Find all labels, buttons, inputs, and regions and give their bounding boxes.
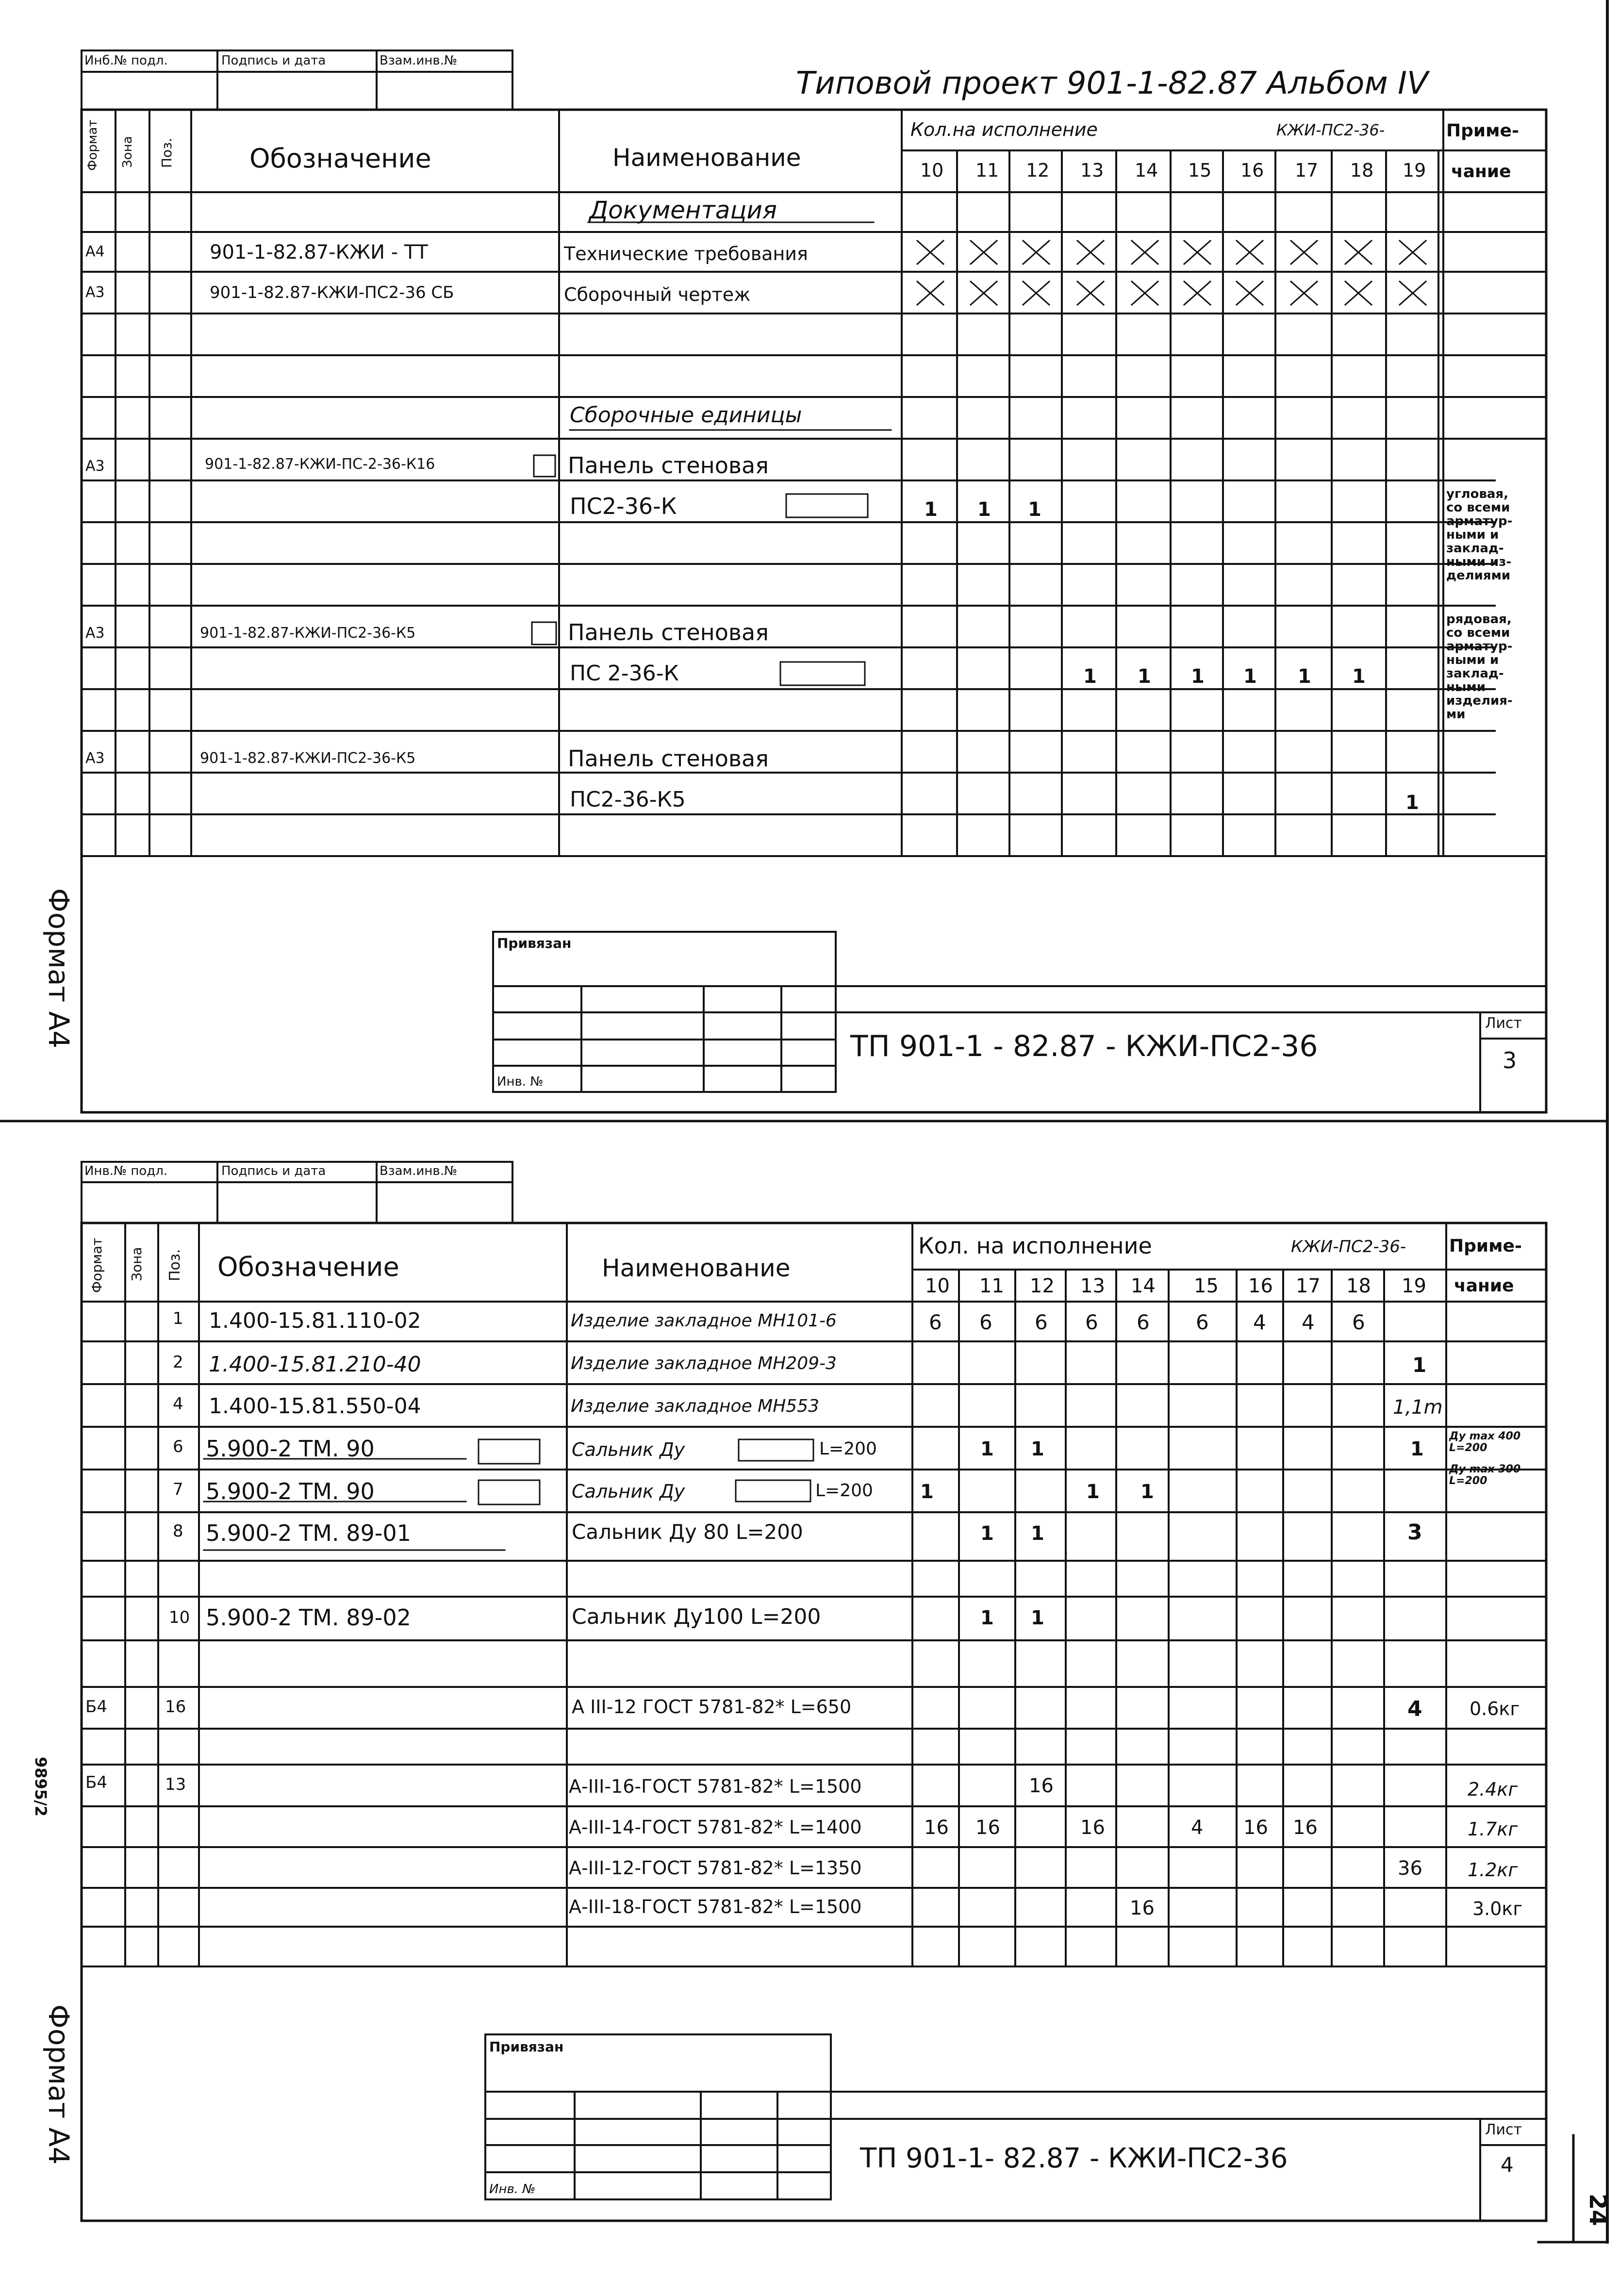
qty-cell: 6 [1352,1310,1365,1334]
row-name: Сальник Ду [572,1481,685,1502]
row-k5-qty-18: 1 [1352,665,1366,688]
stamp-privyazan: Привязан [489,2039,564,2055]
variant-15: 15 [1194,1275,1219,1297]
row-name: Изделие закладное МН101-6 [571,1311,837,1331]
page-number: 24 [1584,2194,1611,2226]
row-k16-format: А3 [85,458,105,475]
row-k6-name2: ПС2-36-К5 [570,787,686,812]
row-pos: 1 [173,1309,183,1328]
row-pos: 16 [165,1697,186,1717]
variant-13: 13 [1080,160,1104,181]
col-name: Наименование [612,144,801,172]
row-sb-designation: 901-1-82.87-КЖИ-ПС2-36 СБ [210,283,454,302]
row-name: А-III-14-ГОСТ 5781-82* L=1400 [569,1817,862,1838]
row-name: А-III-12-ГОСТ 5781-82* L=1350 [569,1857,862,1879]
stamp-code: ТП 901-1 - 82.87 - КЖИ-ПС2-36 [850,1029,1318,1063]
qty-code: КЖИ-ПС2-36- [1276,121,1385,139]
variant-11: 11 [975,160,999,181]
variant-19: 19 [1402,1275,1426,1297]
side-code: 9895/2 [32,1757,50,1817]
stamp-inv-no: Инв. № [489,2182,536,2197]
qty-cell: 6 [1035,1310,1048,1334]
qty-cell: 1 [980,1522,994,1545]
qty-cell: 4 [1407,1697,1422,1721]
stamp-privyazan: Привязан [497,935,572,951]
col-note-2: чание [1454,1276,1514,1296]
col-note-2: чание [1451,162,1511,182]
qty-cell: 6 [929,1310,942,1334]
col-qty: Кол.на исполнение [910,119,1098,140]
row-note: 3.0кг [1472,1898,1523,1919]
variant-16: 16 [1248,1275,1273,1297]
header-inv-cell: Инв.№ подл. [84,1164,168,1178]
row-sb-name: Сборочный чертеж [564,284,751,305]
row-k16-qty-11: 1 [977,498,991,521]
row-k5-name: Панель стеновая [568,619,769,645]
qty-cell: 6 [1196,1310,1209,1334]
row-designation: 5.900-2 ТМ. 89-01 [206,1520,411,1546]
row-pos: 13 [165,1775,186,1794]
qty-cell: 4 [1253,1310,1266,1334]
qty-cell: 1 [920,1481,934,1503]
section-documentation: Документация [589,196,777,224]
row-k5-name2: ПС 2-36-К [570,661,679,686]
qty-cell: 1 [1031,1438,1044,1460]
row-format: Б4 [85,1697,107,1717]
row-k5-qty-13: 1 [1083,665,1097,688]
qty-cell: 16 [1080,1817,1105,1839]
qty-code: КЖИ-ПС2-36- [1291,1237,1406,1256]
row-k16-name: Панель стеновая [568,452,769,479]
qty-cell: 3 [1407,1520,1422,1545]
format-label: Формат А4 [42,888,75,1049]
qty-cell: 16 [1029,1775,1054,1797]
row-k6-name: Панель стеновая [568,745,769,772]
row-designation: 5.900-2 ТМ. 90 [206,1478,375,1504]
col-name: Наименование [602,1254,791,1282]
row-k5-qty-14: 1 [1138,665,1151,688]
qty-cell: 1 [1031,1522,1044,1545]
row-designation: 1.400-15.81.110-02 [209,1308,421,1333]
row-name: А-III-16-ГОСТ 5781-82* L=1500 [569,1776,862,1797]
row-pos: 4 [173,1394,183,1414]
row-designation: 5.900-2 ТМ. 90 [206,1436,375,1462]
row-k16-note: угловая, со всеми арматур- ными и заклад- ными из- делиями [1446,487,1513,583]
row-k5-designation: 901-1-82.87-КЖИ-ПС2-36-К5 [200,625,416,642]
row6-note: Ду max 400 L=200 [1449,1430,1521,1454]
stamp-inv-no: Инв. № [497,1074,544,1089]
row-k6-designation: 901-1-82.87-КЖИ-ПС2-36-К5 [200,750,416,767]
row-k5-format: А3 [85,625,105,642]
row-k5-qty-17: 1 [1298,665,1311,688]
row-k16-designation: 901-1-82.87-КЖИ-ПС-2-36-К16 [205,456,435,473]
row-designation: 1.400-15.81.210-40 [209,1352,421,1377]
row-tt-format: А4 [85,243,105,260]
row-designation: 1.400-15.81.550-04 [209,1394,421,1419]
col-note-1: Приме- [1446,121,1519,141]
row-pos: 10 [169,1608,190,1627]
qty-cell: 16 [1130,1897,1155,1919]
row-k16-name2: ПС2-36-К [570,493,677,519]
qty-cell: 6 [1085,1310,1098,1334]
stamp-sheet-label: Лист [1485,2121,1522,2138]
stamp-sheet-no: 3 [1503,1047,1517,1074]
row-name: А III-12 ГОСТ 5781-82* L=650 [572,1696,852,1718]
row-name: Сальник Ду100 L=200 [572,1604,821,1629]
variant-15: 15 [1188,160,1212,181]
row-name: Изделие закладное МН553 [571,1396,820,1416]
row7-note: Ду max 300 L=200 [1449,1463,1521,1487]
stamp-code: ТП 901-1- 82.87 - КЖИ-ПС2-36 [860,2143,1288,2174]
row-name: Сальник Ду 80 L=200 [572,1520,803,1544]
row-note: 1.7кг [1468,1818,1518,1840]
row-designation: 5.900-2 ТМ. 89-02 [206,1604,411,1631]
qty-cell: 1 [980,1607,994,1629]
header-inv-cell: Инб.№ подл. [84,53,168,68]
qty-cell: 1 [1410,1438,1424,1460]
row-length: L=200 [815,1481,873,1501]
qty-cell: 16 [975,1817,1000,1839]
variant-18: 18 [1350,160,1374,181]
qty-cell: 36 [1398,1857,1422,1880]
row-k6-format: А3 [85,750,105,767]
variant-10: 10 [920,160,944,181]
qty-cell: 4 [1302,1310,1315,1334]
variant-16: 16 [1240,160,1264,181]
row-k6-qty-19: 1 [1405,792,1419,814]
qty-cell: 1 [980,1438,994,1460]
variant-17: 17 [1296,1275,1321,1297]
section-assembly-units: Сборочные единицы [570,403,802,428]
row-tt-designation: 901-1-82.87-КЖИ - ТТ [210,241,428,264]
row-name: А-III-18-ГОСТ 5781-82* L=1500 [569,1896,862,1917]
row-k16-qty-10: 1 [924,498,938,521]
variant-12: 12 [1026,160,1050,181]
header-replace-cell: Взам.инв.№ [380,53,457,68]
stamp-sheet-no: 4 [1501,2153,1514,2177]
row-sb-format: А3 [85,284,105,301]
qty-cell: 16 [1243,1817,1268,1839]
col-pos: Поз. [166,1249,183,1281]
qty-cell: 1,1m [1393,1396,1443,1419]
format-label: Формат А4 [42,2004,75,2165]
header-replace-cell: Взам.инв.№ [380,1164,457,1178]
row-k5-note: рядовая, со всеми арматур- ными и заклад- ными изделия- ми [1446,612,1513,722]
row-length: L=200 [819,1439,877,1459]
col-format: Формат [89,1238,105,1293]
qty-cell: 6 [979,1310,992,1334]
qty-cell: 16 [1293,1817,1318,1839]
variant-10: 10 [925,1275,950,1297]
col-designation: Обозначение [217,1252,399,1282]
col-pos: Поз. [159,138,175,168]
qty-cell: 1 [1412,1353,1427,1377]
col-qty: Кол. на исполнение [918,1233,1152,1259]
col-zone: Зона [120,136,135,168]
row-k16-qty-12: 1 [1028,498,1041,521]
row-name: Изделие закладное МН209-3 [571,1354,837,1373]
variant-11: 11 [979,1275,1004,1297]
qty-cell: 1 [1086,1481,1100,1503]
project-title: Типовой проект 901-1-82.87 Альбом IV [796,66,1428,101]
row-format: Б4 [85,1773,107,1792]
col-note-1: Приме- [1449,1236,1522,1256]
row-pos: 8 [173,1521,183,1541]
variant-19: 19 [1403,160,1426,181]
col-zone: Зона [129,1247,145,1281]
qty-cell: 1 [1140,1481,1154,1503]
variant-14: 14 [1135,160,1158,181]
qty-cell: 1 [1031,1607,1044,1629]
row-pos: 2 [173,1353,183,1372]
row-k5-qty-15: 1 [1191,665,1205,688]
row-pos: 7 [173,1480,183,1499]
variant-14: 14 [1131,1275,1156,1297]
row-name: Сальник Ду [572,1439,685,1460]
col-designation: Обозначение [249,143,431,174]
col-format: Формат [85,119,100,171]
row-note: 2.4кг [1468,1779,1518,1800]
row-k5-qty-16: 1 [1243,665,1257,688]
row-note: 1.2кг [1468,1859,1518,1881]
variant-18: 18 [1346,1275,1371,1297]
variant-17: 17 [1295,160,1319,181]
header-sign-cell: Подпись и дата [221,53,326,68]
variant-12: 12 [1030,1275,1055,1297]
stamp-sheet-label: Лист [1485,1015,1522,1032]
variant-13: 13 [1080,1275,1105,1297]
row-pos: 6 [173,1437,183,1456]
qty-cell: 16 [924,1817,949,1839]
row-tt-name: Технические требования [564,243,808,264]
header-sign-cell: Подпись и дата [221,1164,326,1178]
row-note: 0.6кг [1470,1698,1520,1719]
qty-cell: 4 [1191,1817,1204,1839]
qty-cell: 6 [1137,1310,1150,1334]
